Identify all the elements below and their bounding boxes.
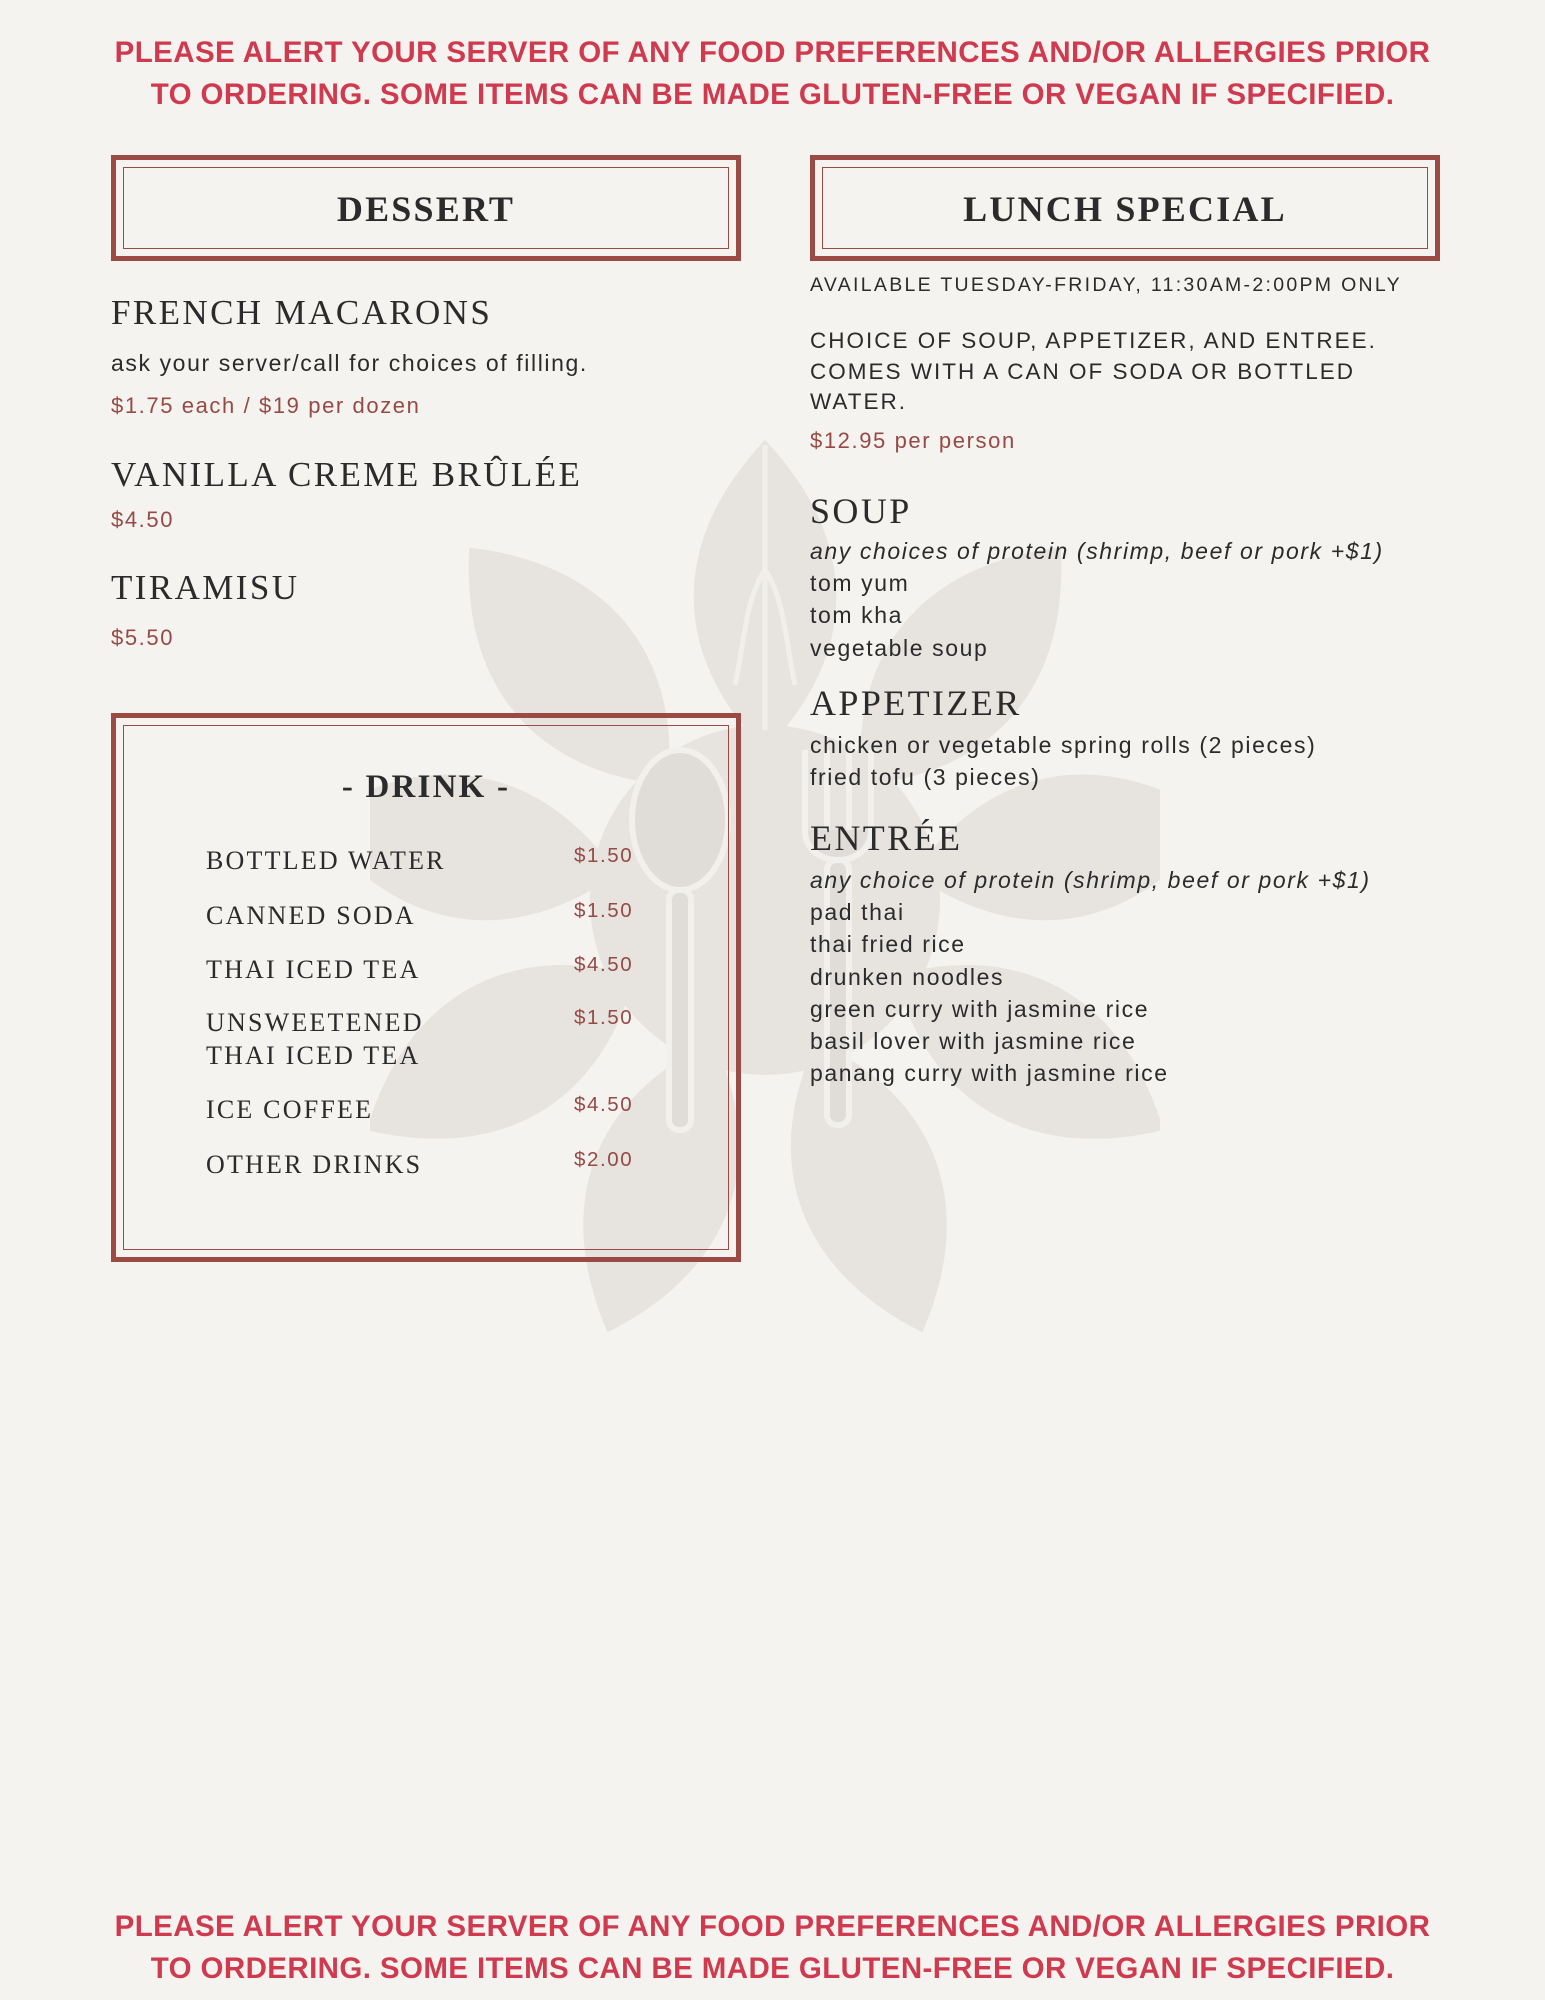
drink-price: $1.50: [574, 844, 634, 867]
drink-price: $1.50: [574, 899, 634, 922]
list-item: vegetable soup: [810, 634, 989, 661]
drink-name: CANNED SODA: [206, 901, 416, 930]
lunch-price: $12.95 per person: [810, 428, 1016, 453]
lunch-special-header-box: [810, 155, 1440, 261]
allergy-alert-line: TO ORDERING. SOME ITEMS CAN BE MADE GLUTEN-FREE OR VEGAN IF SPECIFIED.: [150, 78, 1395, 111]
dessert-item-name: FRENCH MACARONS: [111, 293, 493, 332]
drink-name: ICE COFFEE: [206, 1095, 374, 1124]
dessert-title: DESSERT: [336, 189, 516, 229]
allergy-alert-line: PLEASE ALERT YOUR SERVER OF ANY FOOD PREFERENCES AND/OR ALLERGIES PRIOR: [114, 36, 1431, 69]
drink-name: UNSWEETENED THAI ICED TEA: [206, 1008, 424, 1070]
list-item: panang curry with jasmine rice: [810, 1060, 1169, 1087]
drink-price: $4.50: [574, 1093, 634, 1116]
list-item: pad thai: [810, 899, 905, 926]
entree-heading: ENTRÉE: [810, 818, 963, 858]
dessert-item-price: $1.75 each / $19 per dozen: [111, 393, 421, 418]
list-item: tom kha: [810, 602, 904, 629]
drink-name: OTHER DRINKS: [206, 1150, 423, 1179]
lunch-availability: AVAILABLE TUESDAY-FRIDAY, 11:30AM-2:00PM ONLY: [810, 274, 1402, 296]
dessert-item-name: VANILLA CREME BRÛLÉE: [111, 455, 583, 494]
soup-list: [810, 535, 1384, 664]
dessert-item-price: $5.50: [111, 625, 175, 650]
lunch-special-title: LUNCH SPECIAL: [963, 189, 1287, 229]
drink-name: BOTTLED WATER: [206, 846, 446, 875]
dessert-item-name: TIRAMISU: [111, 568, 300, 607]
soup-protein-note: any choices of protein (shrimp, beef or pork +$1): [810, 538, 1384, 564]
list-item: chicken or vegetable spring rolls (2 pieces): [810, 732, 1317, 758]
entree-protein-note: any choice of protein (shrimp, beef or pork +$1): [810, 867, 1371, 893]
list-item: fried tofu (3 pieces): [810, 764, 1041, 791]
allergy-alert-line: TO ORDERING. SOME ITEMS CAN BE MADE GLUTEN-FREE OR VEGAN IF SPECIFIED.: [150, 1952, 1395, 1985]
list-item: basil lover with jasmine rice: [810, 1028, 1137, 1055]
list-item: drunken noodles: [810, 963, 1005, 990]
entree-list: [810, 864, 1371, 1089]
appetizer-heading: APPETIZER: [810, 683, 1022, 723]
dessert-header-box: [111, 155, 741, 261]
list-item: thai fried rice: [810, 931, 966, 958]
dessert-item-price: $4.50: [111, 507, 175, 532]
allergy-alert-bottom: [0, 1906, 1545, 1990]
list-item: green curry with jasmine rice: [810, 995, 1150, 1022]
allergy-alert-top: [0, 32, 1545, 116]
drink-price: $1.50: [574, 1006, 634, 1029]
drink-title: - DRINK -: [341, 769, 511, 805]
soup-heading: SOUP: [810, 491, 912, 531]
drink-price: $4.50: [574, 953, 634, 976]
appetizer-list: [810, 729, 1316, 793]
drink-name: THAI ICED TEA: [206, 955, 421, 984]
dessert-item-description: ask your server/call for choices of filling.: [111, 350, 588, 376]
lunch-description: CHOICE OF SOUP, APPETIZER, AND ENTREE. COMES WITH A CAN OF SODA OR BOTTLED WATER.: [810, 328, 1377, 414]
allergy-alert-line: PLEASE ALERT YOUR SERVER OF ANY FOOD PREFERENCES AND/OR ALLERGIES PRIOR: [114, 1910, 1431, 1943]
drink-price: $2.00: [574, 1148, 634, 1171]
list-item: tom yum: [810, 570, 910, 597]
